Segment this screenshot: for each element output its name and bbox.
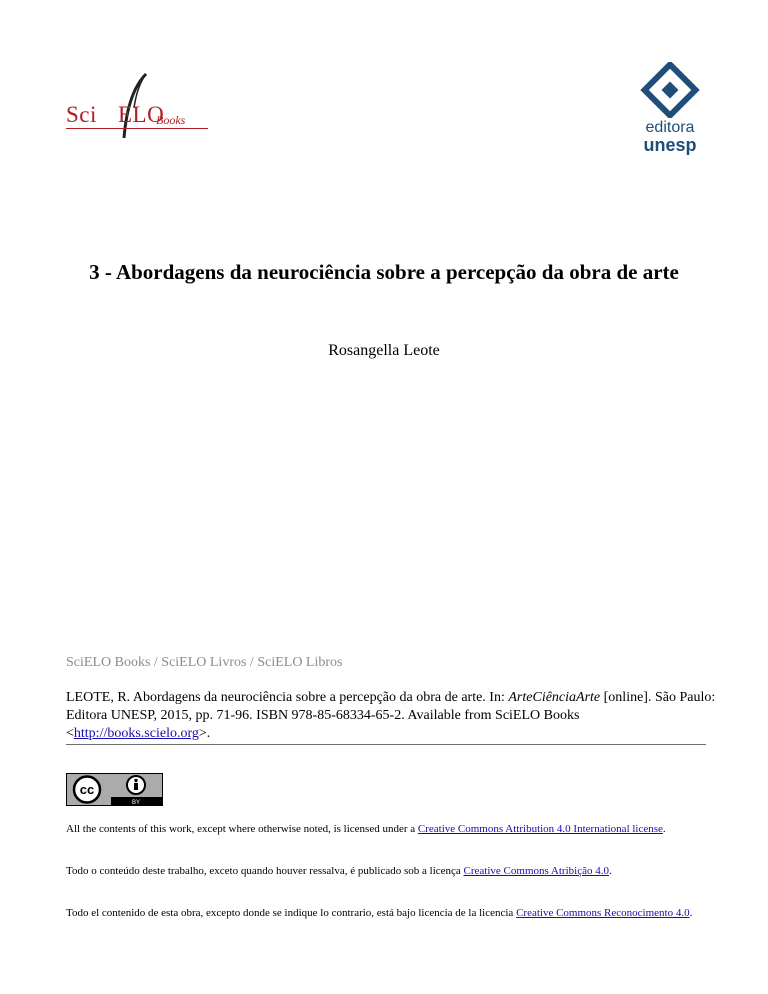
author-name: Rosangella Leote [328,342,440,359]
citation-book-title: ArteCiênciaArte [508,690,601,705]
cc-badge-text: cc [79,782,95,797]
license-es-text: Todo el contenido de esta obra, excepto donde se indique lo contrario, está bajo licencia de la licencia [66,907,517,919]
scielo-books-link[interactable]: http://books.scielo.org [73,726,199,741]
unesp-name-text: unesp [643,135,697,155]
license-pt-link[interactable]: Creative Commons Atribição 4.0 [463,865,609,877]
cc-by-icon [67,774,162,805]
series-line: SciELO Books / SciELO Livros / SciELO Libros [66,655,343,670]
license-en-text: All the contents of this work, except where otherwise noted, is licensed under a [66,823,418,835]
license-pt-text: Todo o conteúdo deste trabalho, exceto quando houver ressalva, é publicado sob a licença [66,865,464,877]
cc-by-license-badge[interactable] [66,773,163,806]
license-pt-end: . [608,865,612,877]
logo-elo-text: ELO [118,102,165,127]
citation-part1: LEOTE, R. Abordagens da neurociência sobre a percepção da obra de arte. In: [66,690,509,705]
unesp-editora-text: editora [645,119,695,136]
logo-books-text: Books [156,113,186,127]
scielo-books-logo [66,68,216,143]
unesp-diamond-icon [638,62,702,118]
license-es-end: . [689,907,693,919]
citation [66,689,716,743]
license-portuguese [66,864,706,878]
citation-part3: >. [198,726,211,741]
chapter-title: 3 - Abordagens da neurociência sobre a percepção da obra de arte [89,260,679,284]
logo-sci-text: Sci [66,102,97,127]
by-badge-text: BY [131,800,141,805]
license-en-link[interactable]: Creative Commons Attribution 4.0 International license [417,823,663,835]
license-spanish [66,906,706,920]
divider [66,744,706,745]
license-en-end: . [662,823,666,835]
license-es-link[interactable]: Creative Commons Reconocimento 4.0 [516,907,690,919]
logo-underline [66,128,208,129]
citation-part2: [online]. São Paulo: Editora UNESP, 2015, pp. 71-96. ISBN 978-85-68334-65-2. Available from SciELO Books < [66,690,716,741]
editora-unesp-logo [638,62,708,158]
license-english [66,822,706,836]
